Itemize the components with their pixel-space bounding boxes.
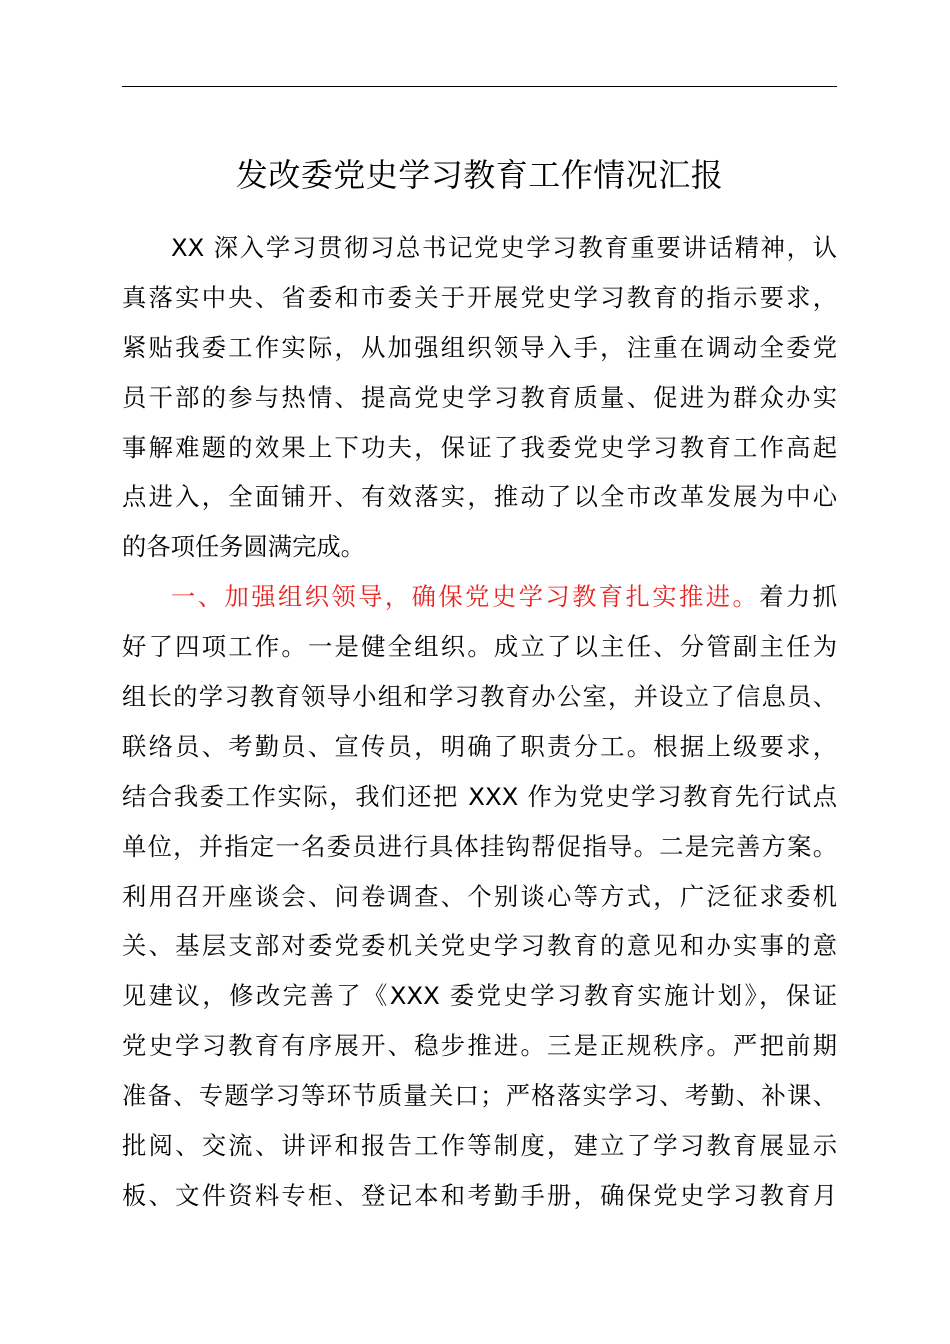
paragraph-line: 组长的学习教育领导小组和学习教育办公室，并设立了信息员、	[122, 682, 837, 712]
paragraph-line: 事解难题的效果上下功夫，保证了我委党史学习教育工作高起	[122, 432, 837, 462]
paragraph-line: 紧贴我委工作实际，从加强组织领导入手，注重在调动全委党	[122, 332, 837, 362]
paragraph-line: 板、文件资料专柜、登记本和考勤手册，确保党史学习教育月	[122, 1180, 837, 1210]
paragraph-intro	[122, 223, 837, 572]
paragraph-line: 准备、专题学习等环节质量关口；严格落实学习、考勤、补课、	[122, 1081, 837, 1111]
paragraph-section-one	[122, 572, 837, 1221]
paragraph-line: 的各项任务圆满完成。	[122, 532, 365, 562]
section-heading: 一、加强组织领导，确保党史学习教育扎实推进。	[171, 582, 760, 612]
paragraph-line: 单位，并指定一名委员进行具体挂钩帮促指导。二是完善方案。	[122, 831, 837, 861]
paragraph-line: 批阅、交流、讲评和报告工作等制度，建立了学习教育展显示	[122, 1131, 837, 1161]
paragraph-line: 利用召开座谈会、问卷调查、个别谈心等方式，广泛征求委机	[122, 881, 837, 911]
paragraph-line: 好了四项工作。一是健全组织。成立了以主任、分管副主任为	[122, 632, 837, 662]
paragraph-line: 结合我委工作实际，我们还把 XXX 作为党史学习教育先行试点	[122, 781, 837, 811]
document-body	[122, 223, 837, 1221]
header-rule	[122, 86, 837, 87]
paragraph-line	[122, 572, 837, 622]
paragraph-line: XX 深入学习贯彻习总书记党史学习教育重要讲话精神，认	[171, 233, 837, 262]
paragraph-line: 员干部的参与热情、提高党史学习教育质量、促进为群众办实	[122, 382, 837, 412]
paragraph-line: 联络员、考勤员、宣传员，明确了职责分工。根据上级要求，	[122, 731, 837, 761]
paragraph-line: 见建议，修改完善了《XXX 委党史学习教育实施计划》，保证	[122, 981, 837, 1011]
paragraph-line: 关、基层支部对委党委机关党史学习教育的意见和办实事的意	[122, 931, 837, 961]
section-heading-continuation: 着力抓	[759, 582, 837, 612]
paragraph-line: 党史学习教育有序展开、稳步推进。三是正规秩序。严把前期	[122, 1031, 837, 1061]
document-title: 发改委党史学习教育工作情况汇报	[235, 156, 724, 194]
paragraph-line: 真落实中央、省委和市委关于开展党史学习教育的指示要求，	[122, 282, 837, 312]
paragraph-line: 点进入，全面铺开、有效落实，推动了以全市改革发展为中心	[122, 482, 837, 512]
